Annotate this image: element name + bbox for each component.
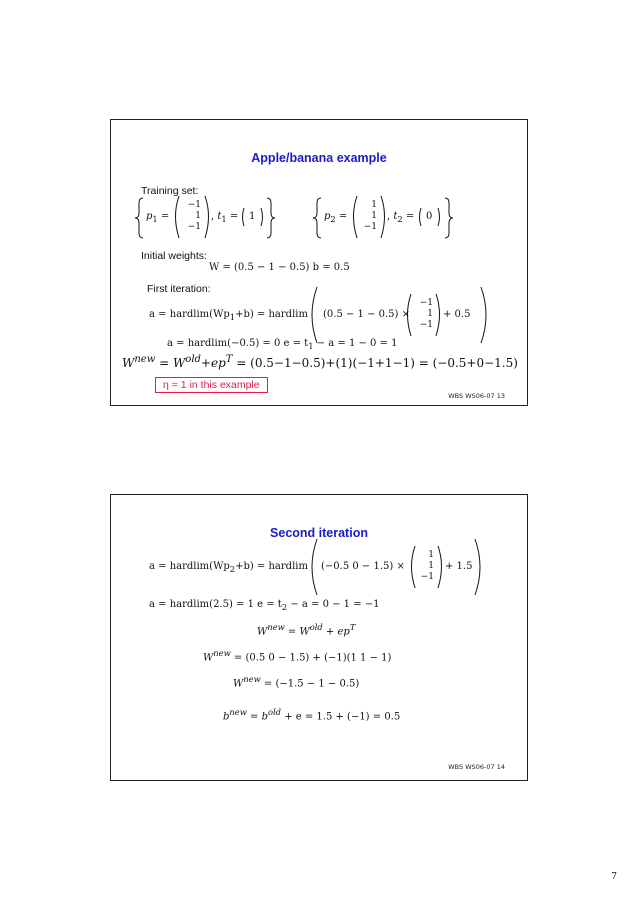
p2-vector: 1 1 −1 xyxy=(363,200,377,232)
first-iteration-label: First iteration: xyxy=(147,283,211,295)
initial-weights: W = (0.5 − 1 − 0.5) b = 0.5 xyxy=(209,262,350,273)
initial-weights-label: Initial weights: xyxy=(141,250,207,262)
weight-update-values: $W^{new} = (0.5$ 0 − 1.5) + (−1)(1 1 − 1) xyxy=(203,648,392,664)
p1-vector-repeat: −1 1 −1 xyxy=(419,298,433,330)
weight-update-rule: $W^{new} = W^{old} + ep^T$ xyxy=(257,622,356,638)
p2-label: $p_2$ = xyxy=(324,211,348,224)
slide-title: Apple/banana example xyxy=(251,151,387,165)
weight-update-rule: $W^{new} = W^{old}+ep^T = (0.5-1-0.5)+(1)(-1+1-1) = (-0.5+0-1.5)$ xyxy=(122,354,518,370)
slide-title: Second iteration xyxy=(270,526,368,540)
weights-row: (0.5 − 1 − 0.5) × xyxy=(323,309,411,320)
t1-value: 1 xyxy=(249,211,256,222)
first-iteration-result: a = hardlim(−0.5) = 0 $e = t_1 - a = 1 - 0 = 1$ xyxy=(167,338,398,351)
bias-term: + 1.5 xyxy=(445,561,473,572)
page-number: 7 xyxy=(611,872,617,882)
first-iteration-equation: $a = hardlim(Wp_1+b)$ = hardlim xyxy=(149,309,308,322)
training-set-label: Training set: xyxy=(141,185,199,197)
bias-term: + 0.5 xyxy=(443,309,471,320)
second-iteration-result: a = hardlim(2.5) = 1 $e = t_2 - a = 0 - 1 = -1$ xyxy=(149,599,380,612)
t1-label: , $t_1$ = xyxy=(211,211,239,224)
p1-vector: −1 1 −1 xyxy=(187,200,201,232)
slide-apple-banana-example xyxy=(110,119,528,406)
p1-label: $p_1$ = xyxy=(146,211,170,224)
t2-value: 0 xyxy=(426,211,433,222)
slide-footer: WBS WS06-07 14 xyxy=(448,763,505,771)
learning-rate-note: η = 1 in this example xyxy=(155,377,268,393)
weights-row: (−0.5 0 − 1.5) × xyxy=(321,561,405,572)
slide-second-iteration xyxy=(110,494,528,781)
second-iteration-equation: $a = hardlim(Wp_2+b)$ = hardlim xyxy=(149,561,308,574)
bias-update: $b^{new} = b^{old} + e = 1.5 + (-1) = 0.5$ xyxy=(223,707,401,723)
p2-vector-repeat: 1 1 −1 xyxy=(420,550,434,582)
slide2-brackets xyxy=(111,495,527,780)
t2-label: , $t_2$ = xyxy=(387,211,415,224)
slide-footer: WBS WS06-07 13 xyxy=(448,392,505,400)
weight-update-result: $W^{new} = (-1.5 - 1 - 0.5)$ xyxy=(233,674,360,690)
